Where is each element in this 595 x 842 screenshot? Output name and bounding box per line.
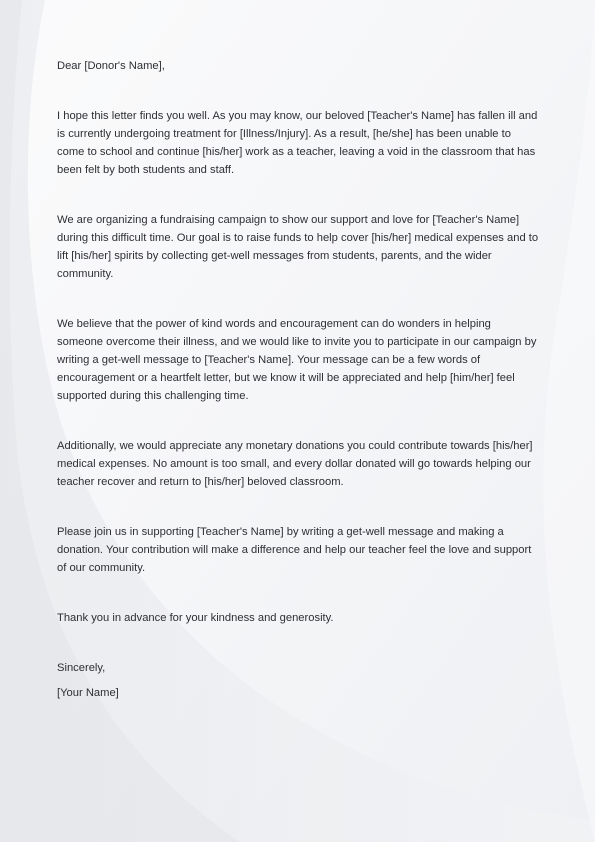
signature: [Your Name] [57, 687, 119, 699]
paragraph-3: We believe that the power of kind words and encouragement can do wonders in helping someone overcome their illness, and we would like to invite you to participate in our campaign by writing a get-well message to [Teacher's Name]. Your message can be a few words of encouragement or a heartfelt letter, but we know it will be appreciated and help [him/her] feel supported during this challenging time. [57, 318, 537, 402]
paragraph-1: I hope this letter finds you well. As you may know, our beloved [Teacher's Name] has fallen ill and is currently undergoing treatment for [Illness/Injury]. As a result, [he/she] has been unable to come to school and continue [his/her] work as a teacher, leaving a void in the classroom that has been felt by both students and staff. [57, 110, 538, 176]
letter-body [57, 57, 539, 702]
thanks-line: Thank you in advance for your kindness and generosity. [57, 612, 334, 624]
closing: Sincerely, [57, 662, 106, 674]
paragraph-2: We are organizing a fundraising campaign to show our support and love for [Teacher's Name] during this difficult time. Our goal is to raise funds to help cover [his/her] medical expenses and to lift [his/her] spirits by collecting get-well messages from students, parents, and the wider community. [57, 214, 539, 280]
paragraph-4: Additionally, we would appreciate any monetary donations you could contribute towards [his/her] medical expenses. No amount is too small, and every dollar donated will go towards helping our teacher recover and return to [his/her] beloved classroom. [57, 440, 533, 488]
salutation: Dear [Donor's Name], [57, 60, 165, 72]
paragraph-5: Please join us in supporting [Teacher's Name] by writing a get-well message and making a donation. Your contribution will make a difference and help our teacher feel the love and support of our community. [57, 526, 532, 574]
